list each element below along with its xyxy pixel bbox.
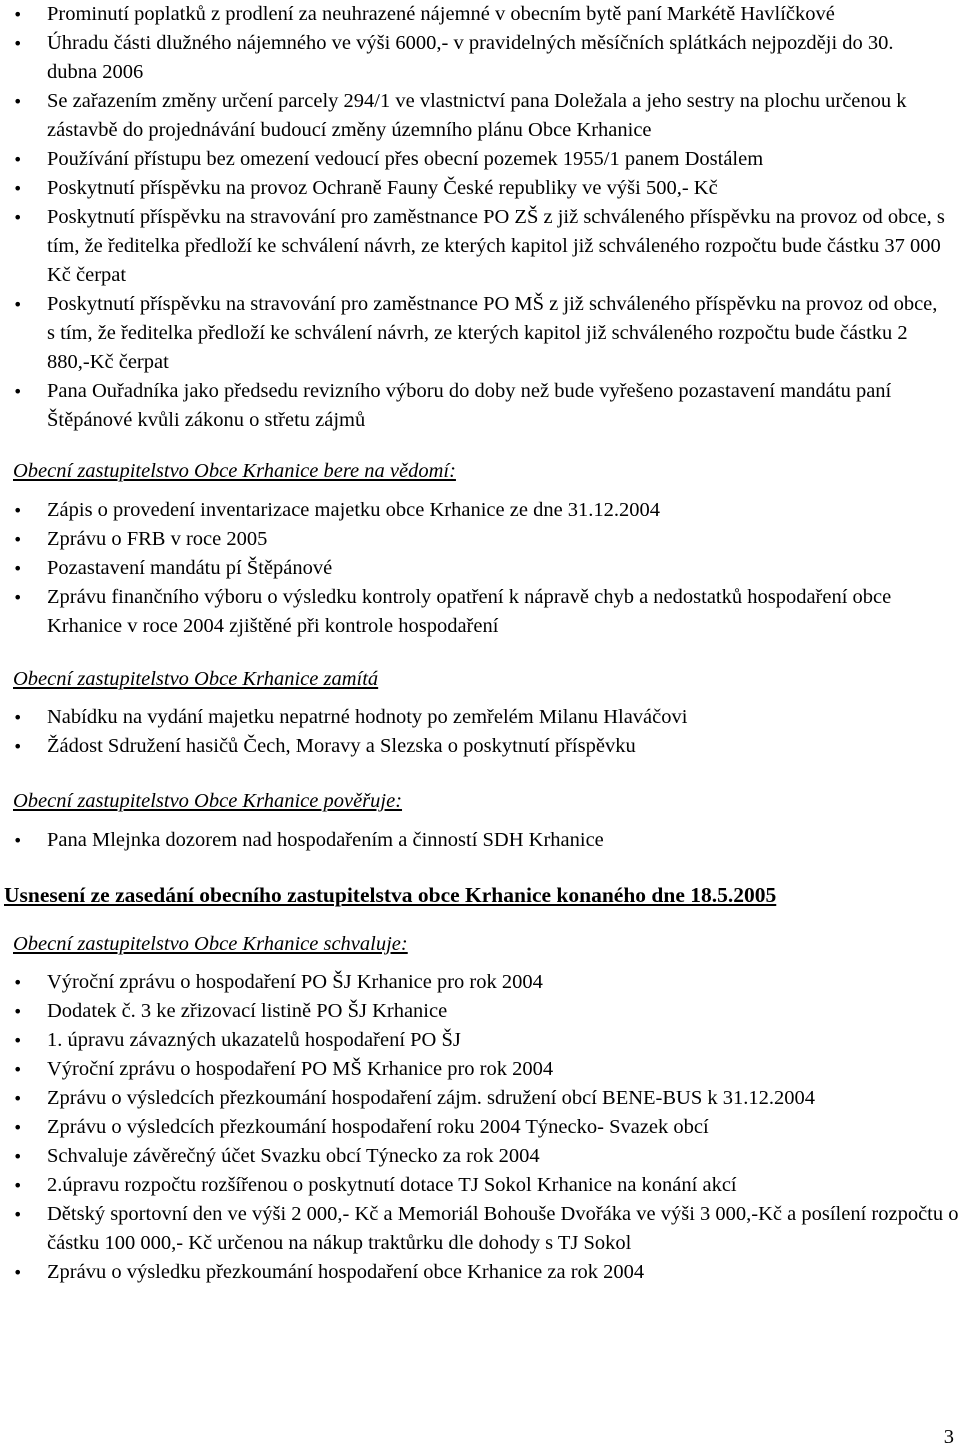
list-item: • Pana Ouřadníka jako předsedu revizního výboru do doby než bude vyřešeno pozastavení mandátu paní Štěpánové kvůli zákonu o střetu zájmů xyxy=(0,377,949,435)
list-item: • Dodatek č. 3 ke zřizovací listině PO ŠJ Krhanice xyxy=(0,997,960,1026)
approved-items-list xyxy=(0,0,960,435)
list-item: • Poskytnutí příspěvku na stravování pro zaměstnance PO ZŠ z již schváleného příspěvku na provoz od obce, s tím, že ředitelka předloží ke schválení návrh, ze kterých kapitol již schváleného rozpočtu bude částku 37 000 Kč čerpat xyxy=(0,203,949,290)
list-item: • Zápis o provedení inventarizace majetku obce Krhanice ze dne 31.12.2004 xyxy=(0,496,947,525)
list-item: • Zprávu o výsledku přezkoumání hospodaření obce Krhanice za rok 2004 xyxy=(0,1258,960,1287)
list-item: • Se zařazením změny určení parcely 294/1 ve vlastnictví pana Doležala a jeho sestry na plochu určenou k zástavbě do projednávání budoucí změny územního plánu Obce Krhanice xyxy=(0,87,947,145)
list-item: • Úhradu části dlužného nájemného ve výši 6000,- v pravidelných měsíčních splátkách nejpozději do 30. dubna 2006 xyxy=(0,29,927,87)
list-item: • Poskytnutí příspěvku na stravování pro zaměstnance PO MŠ z již schváleného příspěvku na provoz od obce, s tím, že ředitelka předloží ke schválení návrh, ze kterých kapitol již schváleného rozpočtu bude částku 2 880,-Kč čerpat xyxy=(0,290,943,377)
list-item: • Zprávu o FRB v roce 2005 xyxy=(0,525,947,554)
rejected-items-list xyxy=(0,703,960,761)
section-heading-zamita: Obecní zastupitelstvo Obce Krhanice zamítá xyxy=(13,668,379,690)
list-item: • Výroční zprávu o hospodaření PO ŠJ Krhanice pro rok 2004 xyxy=(0,968,960,997)
page-number: 3 xyxy=(943,1426,954,1448)
list-item: • Zprávu o výsledcích přezkoumání hospodaření zájm. sdružení obcí BENE-BUS k 31.12.2004 xyxy=(0,1084,960,1113)
resolution-heading: Usnesení ze zasedání obecního zastupitelstva obce Krhanice konaného dne 18.5.2005 xyxy=(4,883,777,907)
list-item: • Zprávu finančního výboru o výsledku kontroly opatření k nápravě chyb a nedostatků hospodaření obce Krhanice v roce 2004 zjištěné při kontrole hospodaření xyxy=(0,583,947,641)
section-heading-schvaluje: Obecní zastupitelstvo Obce Krhanice schvaluje: xyxy=(13,933,408,955)
delegated-items-list xyxy=(0,826,960,855)
list-item: • Prominutí poplatků z prodlení za neuhrazené nájemné v obecním bytě paní Markétě Havlíčkové xyxy=(0,0,927,29)
list-item: • Zprávu o výsledcích přezkoumání hospodaření roku 2004 Týnecko- Svazek obcí xyxy=(0,1113,960,1142)
list-item: • Nabídku na vydání majetku nepatrné hodnoty po zemřelém Milanu Hlaváčovi xyxy=(0,703,947,732)
list-item: • Výroční zprávu o hospodaření PO MŠ Krhanice pro rok 2004 xyxy=(0,1055,960,1084)
list-item: • Pozastavení mandátu pí Štěpánové xyxy=(0,554,947,583)
list-item: • Poskytnutí příspěvku na provoz Ochraně Fauny České republiky ve výši 500,- Kč xyxy=(0,174,947,203)
section-heading-poveruje: Obecní zastupitelstvo Obce Krhanice pověřuje: xyxy=(13,790,403,812)
list-item: • Používání přístupu bez omezení vedoucí přes obecní pozemek 1955/1 panem Dostálem xyxy=(0,145,947,174)
approved-items-list-2 xyxy=(0,968,960,1287)
list-item: • Pana Mlejnka dozorem nad hospodařením a činností SDH Krhanice xyxy=(0,826,947,855)
acknowledged-items-list xyxy=(0,496,960,641)
list-item: • 2.úpravu rozpočtu rozšířenou o poskytnutí dotace TJ Sokol Krhanice na konání akcí xyxy=(0,1171,960,1200)
list-item: • Schvaluje závěrečný účet Svazku obcí Týnecko za rok 2004 xyxy=(0,1142,960,1171)
list-item: • Dětský sportovní den ve výši 2 000,- Kč a Memoriál Bohouše Dvořáka ve výši 3 000,-Kč a posílení rozpočtu o částku 100 000,- Kč určenou na nákup traktůrku dle dohody s TJ Sokol xyxy=(0,1200,960,1258)
section-heading-bere-na-vedomi: Obecní zastupitelstvo Obce Krhanice bere na vědomí: xyxy=(13,460,456,482)
list-item: • Žádost Sdružení hasičů Čech, Moravy a Slezska o poskytnutí příspěvku xyxy=(0,732,947,761)
list-item: • 1. úpravu závazných ukazatelů hospodaření PO ŠJ xyxy=(0,1026,960,1055)
